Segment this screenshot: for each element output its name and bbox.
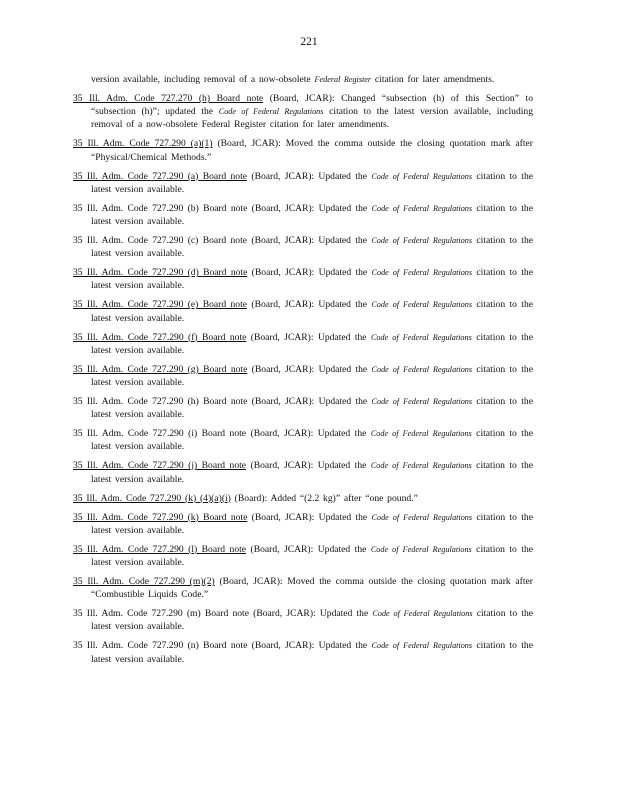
entry-11: [73, 427, 533, 453]
entry-citation: 35 Ill. Adm. Code 727.290 (d) Board note: [73, 267, 248, 279]
entry-text: version available, including removal of a now-obsolete: [91, 74, 315, 85]
entry-citation: 35 Ill. Adm. Code 727.290 (n) Board note: [73, 640, 248, 652]
entry-7: [73, 298, 533, 324]
entry-text-end: citation to the latest version available.: [91, 363, 533, 389]
entry-1: [73, 92, 533, 132]
entry-text-end: citation to the latest version available.: [91, 428, 534, 453]
entry-text: (Board, JCAR): Updated the: [247, 640, 372, 652]
entry-text-end: citation to the latest version available.: [91, 543, 534, 569]
entry-3: [73, 170, 533, 196]
entry-text: (Board, JCAR): Updated the: [247, 363, 372, 375]
entry-text: (Board, JCAR): Updated the: [247, 170, 372, 182]
entry-citation: 35 Ill. Adm. Code 727.290 (k) Board note: [73, 511, 248, 523]
entry-citation: 35 Ill. Adm. Code 727.290 (g) Board note: [73, 363, 248, 375]
entry-0: [73, 73, 533, 86]
entry-text: (Board, JCAR): Updated the: [246, 331, 371, 343]
entry-text-end: citation to the latest version available, including removal of a now-obsolete Federal Register citation for later amendments.: [91, 106, 534, 131]
entry-citation: 35 Ill. Adm. Code 727.290 (h) Board note: [73, 396, 248, 408]
entry-citation: 35 Ill. Adm. Code 727.290 (i) Board note: [73, 428, 247, 440]
entry-citation: 35 Ill. Adm. Code 727.290 (j) Board note: [73, 460, 247, 472]
entry-citation: 35 Ill. Adm. Code 727.290 (e) Board note: [73, 299, 248, 311]
entry-citation: 35 Ill. Adm. Code 727.290 (a) Board note: [73, 170, 248, 182]
entry-list: [73, 73, 533, 672]
entry-italic: Code of Federal Regulations: [371, 641, 473, 651]
entry-text-end: citation to the latest version available.: [91, 235, 534, 260]
entry-text-end: citation to the latest version available.: [91, 511, 533, 536]
entry-citation: 35 Ill. Adm. Code 727.290 (c) Board note: [73, 235, 248, 247]
entry-italic: Code of Federal Regulations: [370, 461, 472, 471]
entry-text-end: citation to the latest version available.: [91, 170, 534, 195]
entry-citation: 35 Ill. Adm. Code 727.290 (k) (4)(a)(i): [73, 492, 231, 504]
entry-text: (Board, JCAR): Updated the: [248, 608, 373, 620]
entry-italic: Code of Federal Regulations: [371, 236, 473, 246]
entry-citation: 35 Ill. Adm. Code 727.270 (h) Board note: [73, 93, 264, 104]
entry-text: (Board, JCAR): Moved the comma outside the closing quotation mark after “Combustible Liquids Code.”: [91, 576, 533, 601]
entry-text-end: citation to the latest version available.: [91, 202, 533, 228]
entry-text: (Board, JCAR): Updated the: [247, 299, 372, 311]
entry-citation: 35 Ill. Adm. Code 727.290 (m)(2): [73, 576, 215, 588]
entry-text: (Board, JCAR): Changed “subsection (h) of this Section” to “subsection (h)”; updated the: [91, 93, 533, 118]
entry-italic: Federal Register: [314, 75, 372, 84]
entry-15: [73, 543, 533, 569]
entry-citation: 35 Ill. Adm. Code 727.290 (f) Board note: [73, 331, 247, 343]
entry-text-end: citation to the latest version available.: [91, 267, 533, 292]
entry-2: [73, 137, 533, 163]
entry-text-end: citation to the latest version available.: [91, 299, 534, 324]
entry-12: [73, 459, 533, 485]
entry-text-end: citation to the latest version available.: [91, 640, 533, 665]
entry-italic: Code of Federal Regulations: [370, 429, 472, 439]
entry-text: (Board, JCAR): Updated the: [247, 235, 372, 247]
entry-9: [73, 363, 533, 389]
entry-text-end: citation to the latest version available.: [91, 608, 533, 633]
entry-italic: Code of Federal Regulations: [371, 268, 473, 278]
entry-10: [73, 395, 533, 421]
entry-citation: 35 Ill. Adm. Code 727.290 (m) Board note: [73, 608, 249, 620]
entry-18: [73, 639, 533, 665]
entry-8: [73, 331, 533, 357]
entry-text: (Board, JCAR): Moved the comma outside the closing quotation mark after “Physical/Chemical Methods.”: [91, 138, 533, 163]
entry-text-end: citation to the latest version available.: [91, 331, 533, 356]
entry-17: [73, 607, 533, 633]
entry-text: (Board, JCAR): Updated the: [247, 267, 372, 279]
entry-text: (Board, JCAR): Updated the: [247, 511, 372, 523]
entry-text: (Board, JCAR): Updated the: [247, 202, 372, 214]
entry-text: (Board, JCAR): Updated the: [246, 460, 371, 472]
entry-citation: 35 Ill. Adm. Code 727.290 (a)(1): [73, 138, 213, 150]
entry-citation: 35 Ill. Adm. Code 727.290 (l) Board note: [73, 543, 247, 555]
entry-text-end: citation for later amendments.: [371, 74, 495, 85]
entry-italic: Code of Federal Regulations: [371, 512, 473, 522]
entry-italic: Code of Federal Regulations: [371, 397, 473, 407]
entry-text-end: citation to the latest version available.: [91, 460, 534, 485]
entry-italic: Code of Federal Regulations: [370, 332, 472, 342]
entry-4: [73, 202, 533, 228]
entry-text: (Board, JCAR): Updated the: [247, 396, 372, 408]
page-number: 221: [300, 36, 318, 48]
entry-italic: Code of Federal Regulations: [371, 171, 473, 181]
entry-italic: Code of Federal Regulations: [371, 364, 473, 374]
entry-text: (Board, JCAR): Updated the: [246, 428, 371, 440]
entry-italic: Code of Federal Regulations: [371, 300, 473, 310]
entry-text: (Board, JCAR): Updated the: [246, 543, 371, 555]
entry-italic: Code of Federal Regulations: [218, 107, 324, 117]
entry-5: [73, 234, 533, 260]
entry-13: [73, 492, 533, 505]
entry-citation: 35 Ill. Adm. Code 727.290 (b) Board note: [73, 202, 248, 214]
entry-16: [73, 575, 533, 601]
entry-italic: Code of Federal Regulations: [371, 203, 473, 213]
entry-italic: Code of Federal Regulations: [370, 544, 472, 554]
entry-6: [73, 266, 533, 292]
entry-italic: Code of Federal Regulations: [372, 609, 473, 619]
entry-text: (Board): Added “(2.2 kg)” after “one pound.”: [230, 492, 418, 504]
entry-text-end: citation to the latest version available.: [91, 396, 533, 421]
entry-14: [73, 511, 533, 537]
